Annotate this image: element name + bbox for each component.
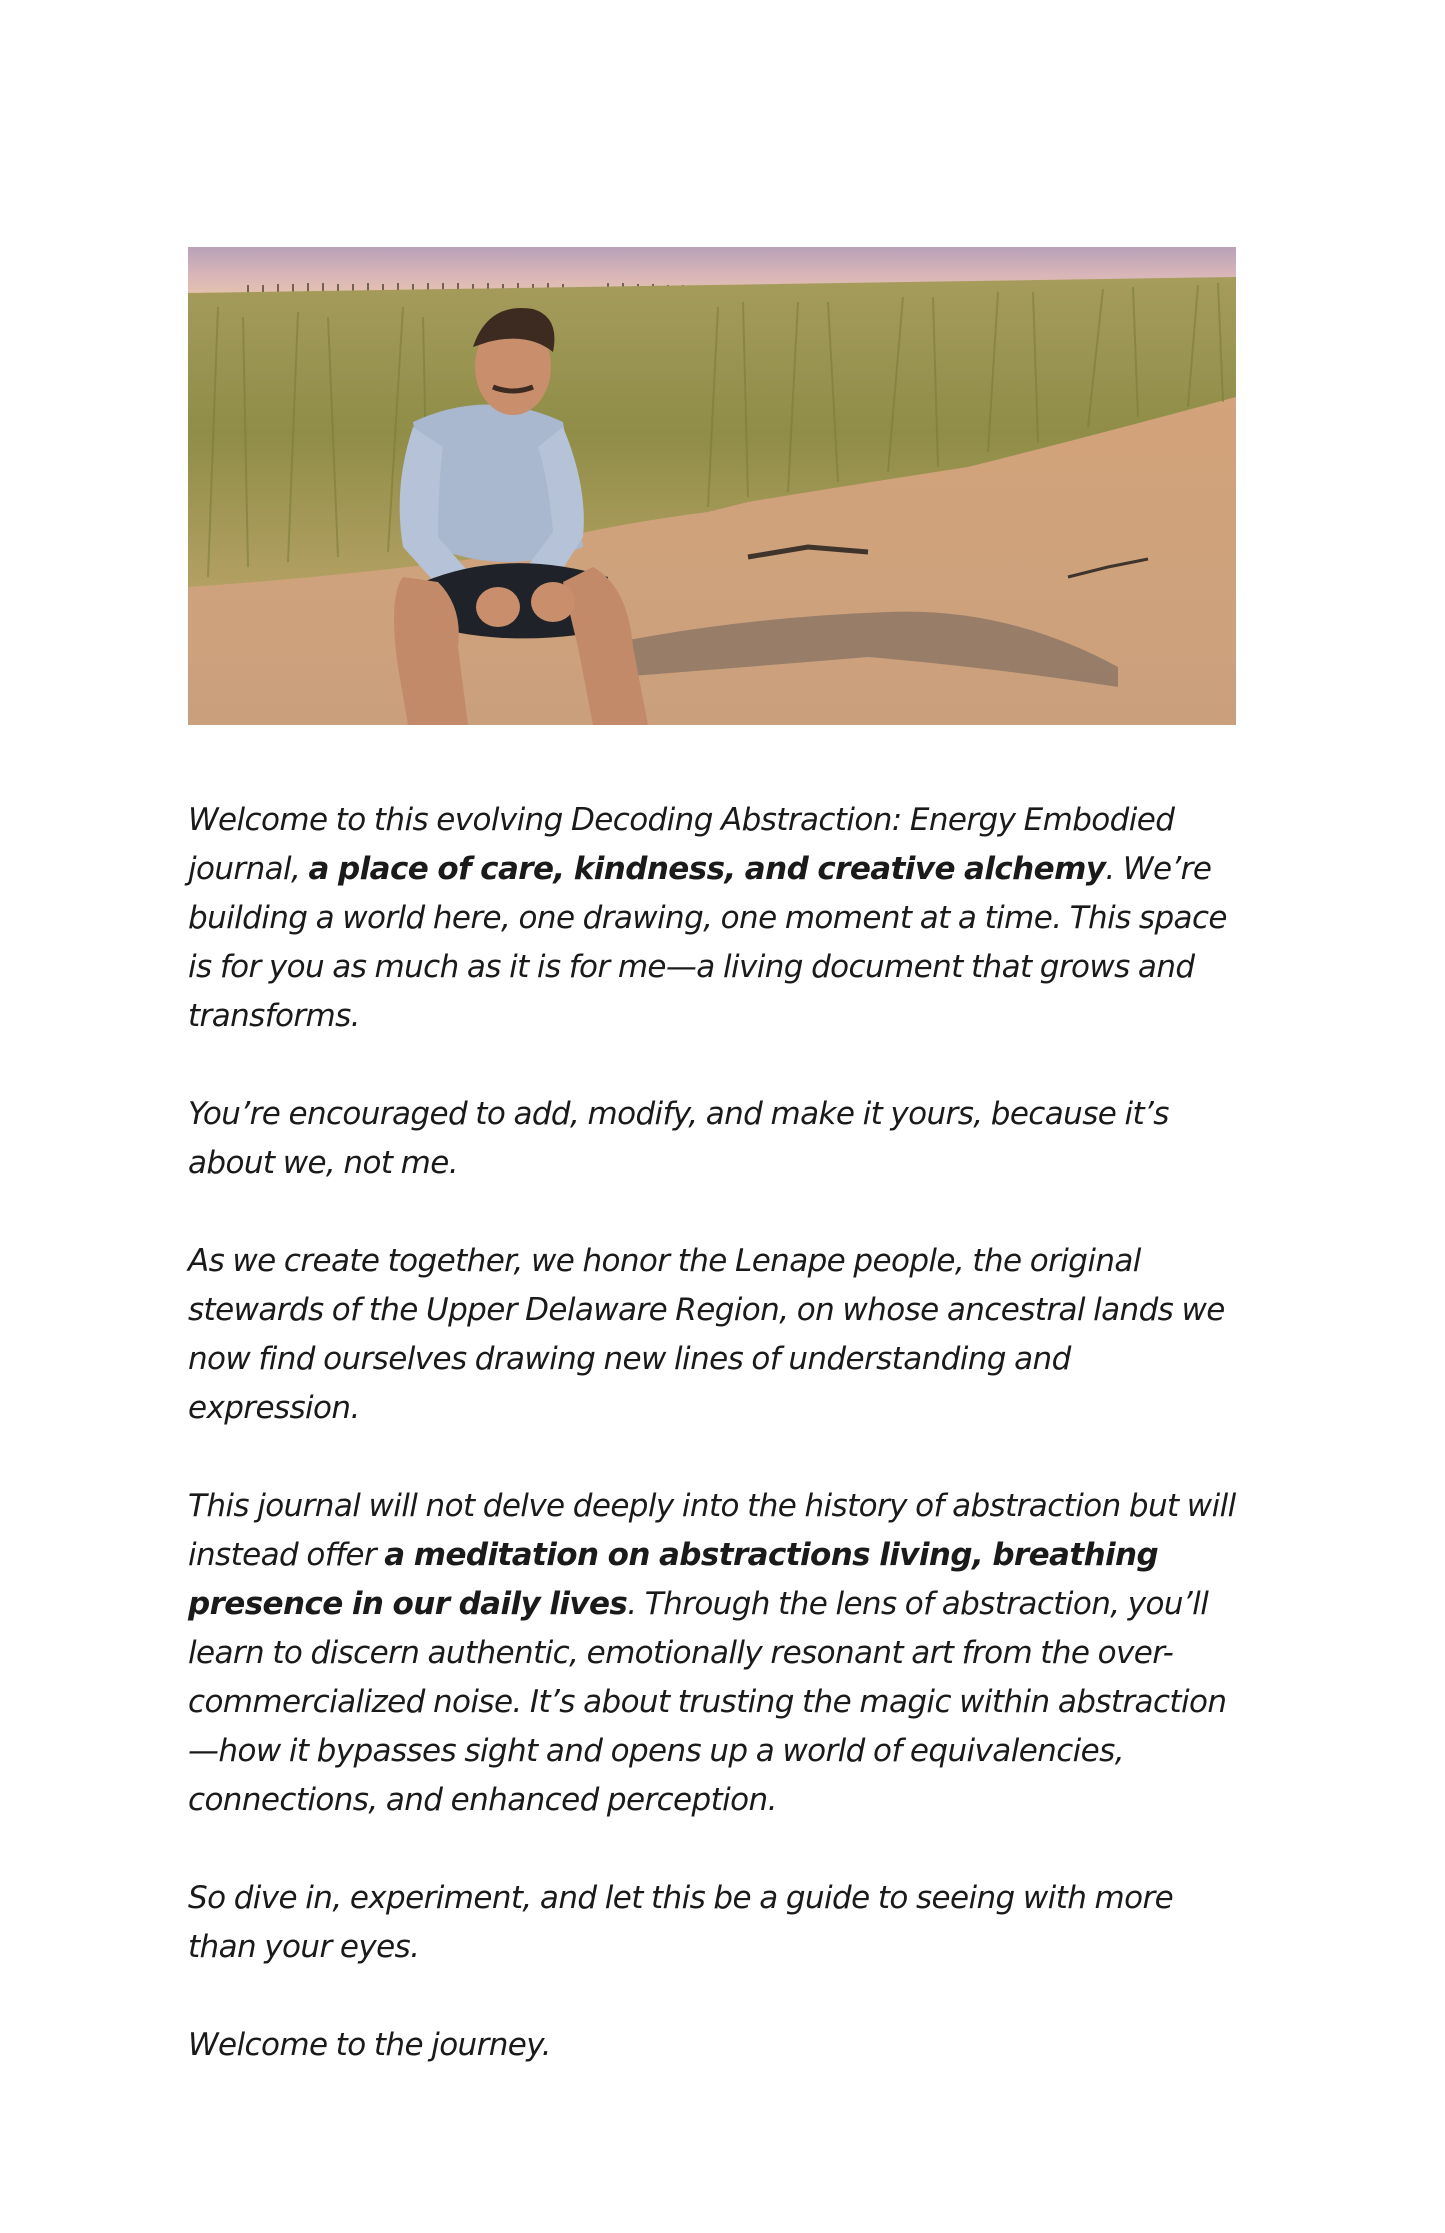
emphasis-text: a place of care, kindness, and creative alchemy [308,851,1106,887]
paragraph-invitation: So dive in, experiment, and let this be a guide to seeing with more than your eyes. [188,1880,1174,1965]
paragraph-encouragement: You’re encouraged to add, modify, and make it yours, because it’s about we, not me. [188,1096,1169,1181]
paragraph-text: Welcome to this evolving Decoding Abstraction: Energy Embodied journal, [188,802,1175,887]
paragraph-text: . Through the lens of abstraction, you’ll learn to discern authentic, emotionally resonant art from the over-commercialized noise. It’s about trusting the magic within abstraction—how it bypasses sight and opens up a world of equivalencies, connections, and enhanced perception. [188,1586,1227,1818]
hero-photo [188,247,1236,725]
paragraph-purpose [188,1482,1248,1825]
emphasis-text: a meditation on abstractions living, breathing presence in our daily lives [188,1537,1159,1622]
paragraph-text: This journal will not delve deeply into the history of abstraction but will instead offer [188,1488,1236,1573]
paragraph-text: . We’re building a world here, one drawing, one moment at a time. This space is for you as much as it is for me—a living document that grows and transforms. [188,851,1227,1034]
journal-intro-text [188,796,1248,2070]
paragraph-closing: Welcome to the journey. [188,2027,551,2063]
paragraph-welcome [188,796,1248,1041]
beach-photo-illustration [188,247,1236,725]
paragraph-land-acknowledgement: As we create together, we honor the Lenape people, the original stewards of the Upper Delaware Region, on whose ancestral lands we now find ourselves drawing new lines of understanding and expression. [188,1243,1225,1426]
